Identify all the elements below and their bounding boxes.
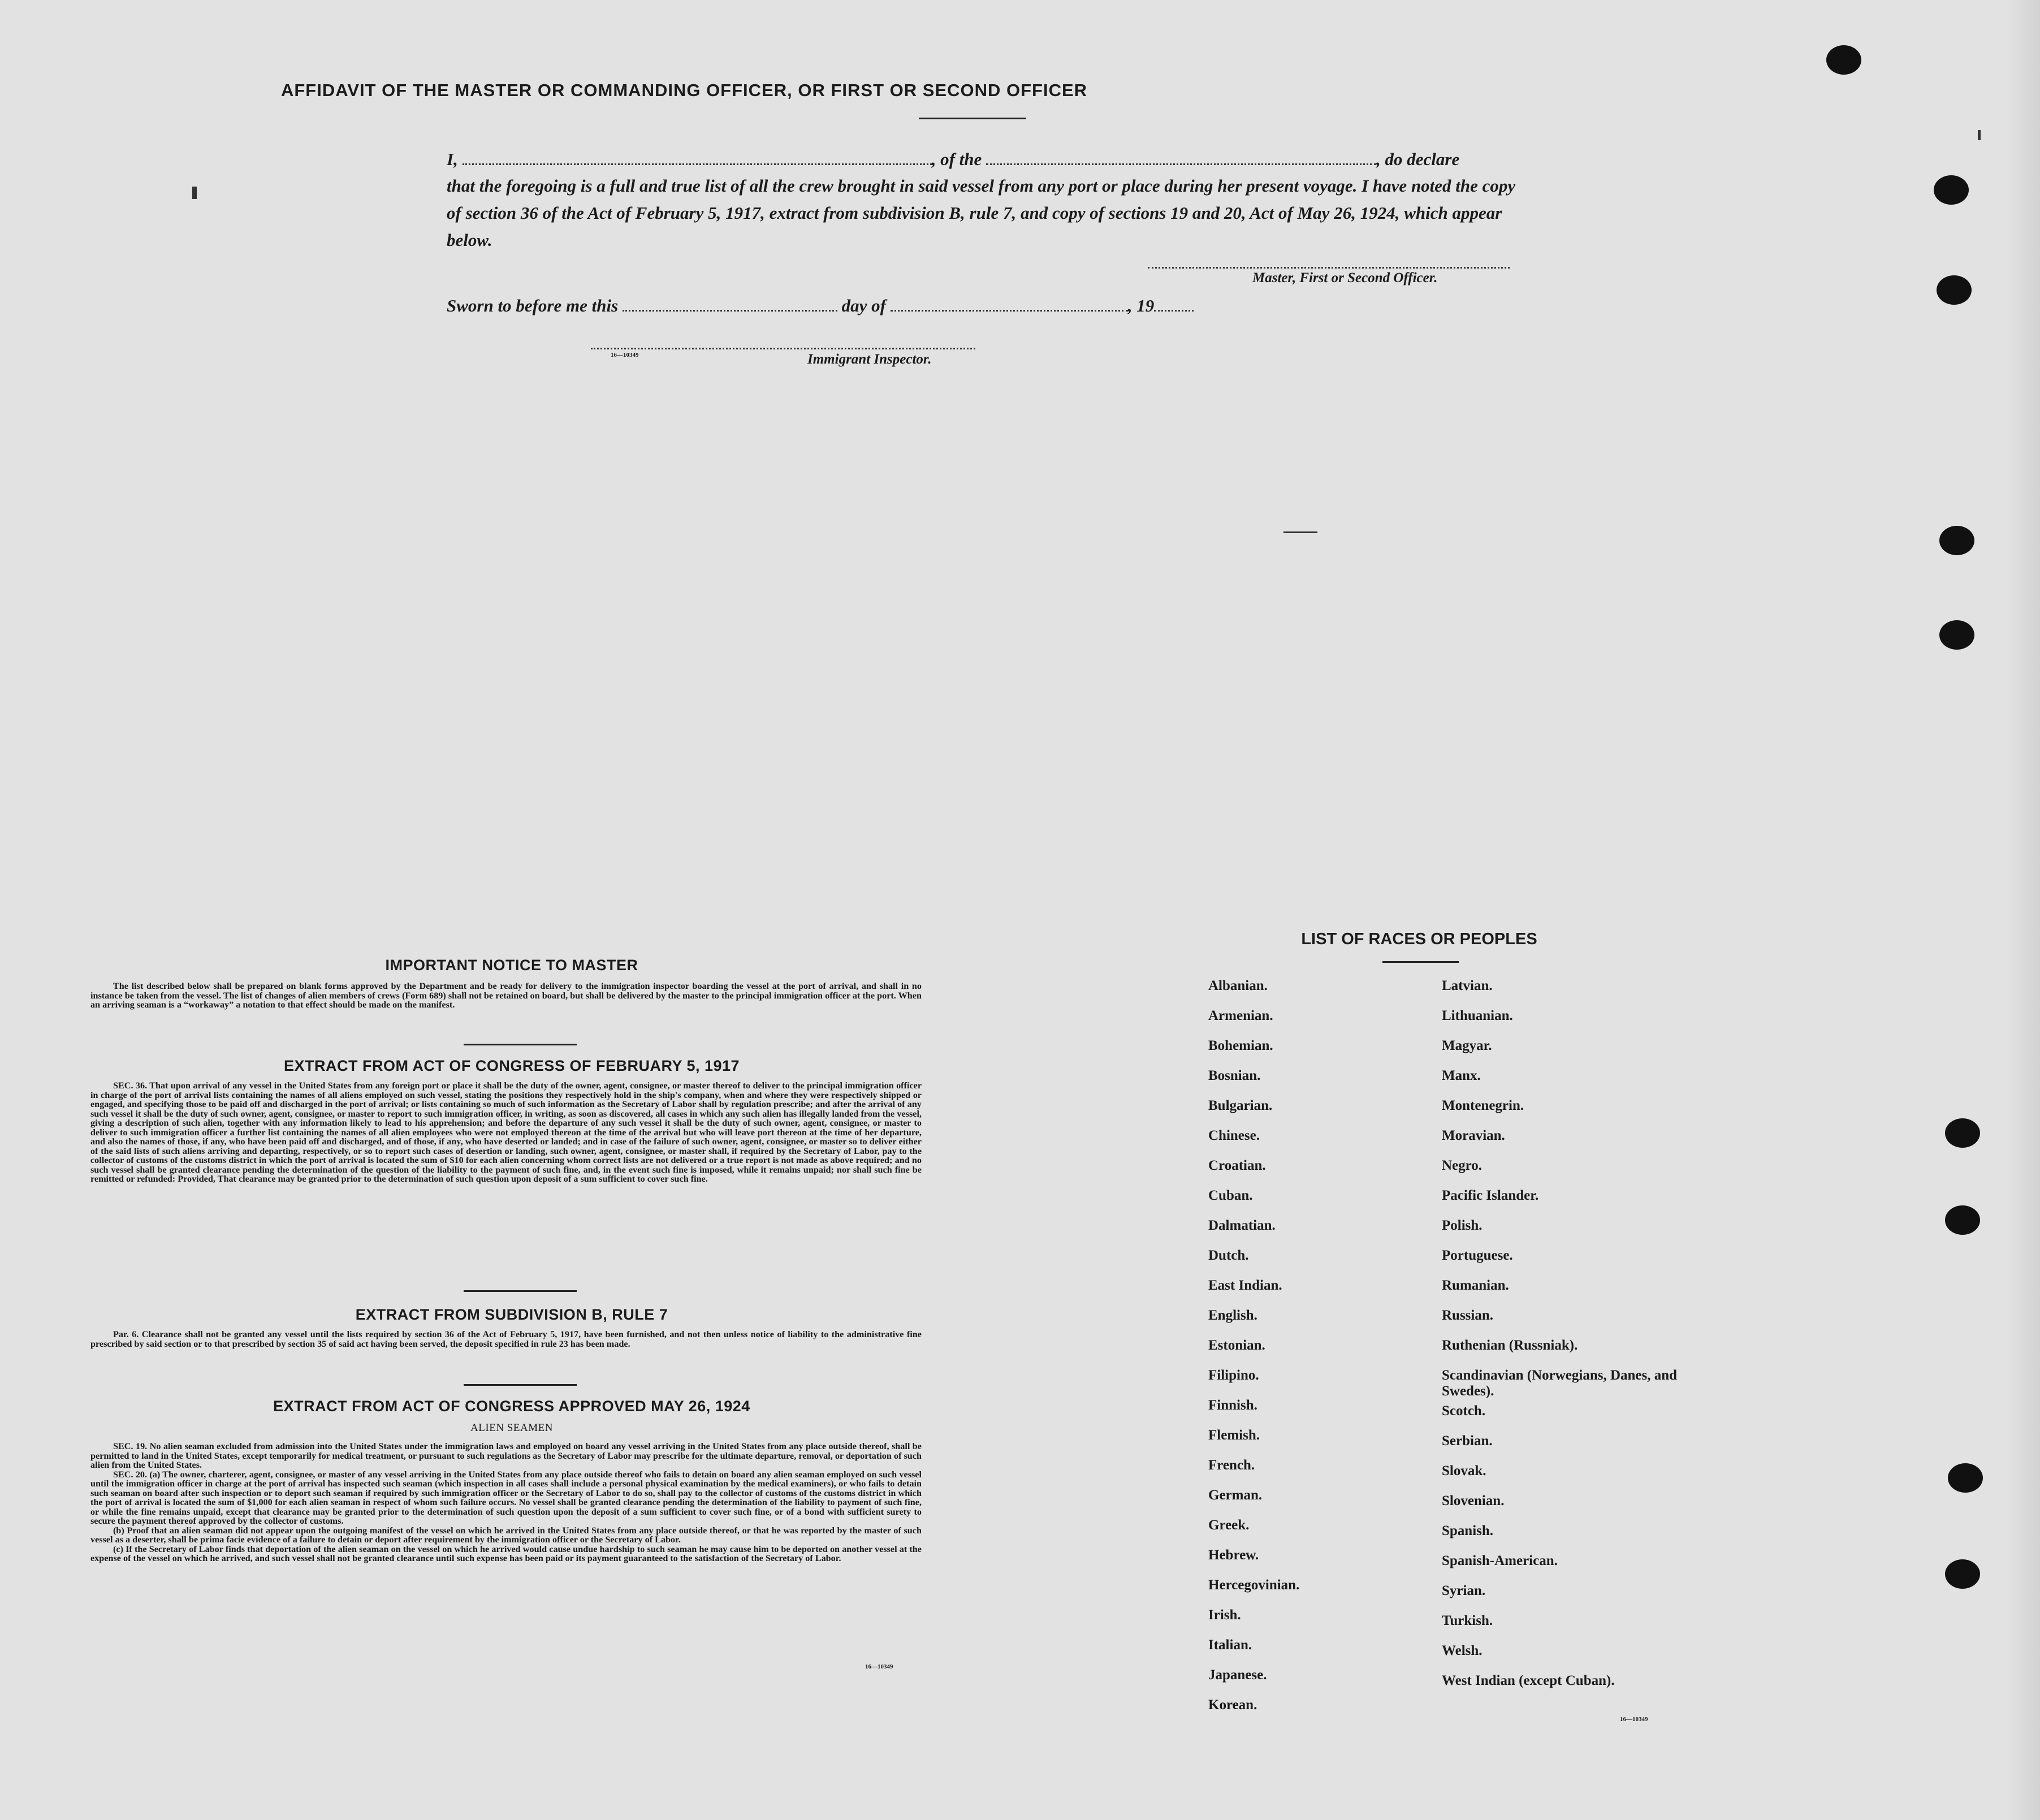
form-number: 16—10349 (1620, 1716, 1648, 1723)
race-item: Italian. (1208, 1637, 1252, 1653)
divider (464, 1384, 577, 1386)
section-19-paragraph: SEC. 19. No alien seaman excluded from admission into the United States under the immigration laws and employed on board any vessel arriving in the United States from any place outside thereof, shall be permitted to land in the United States, except temporarily for medical treatment, or pursuant to such regulations as the Secretary of Labor may prescribe for the ultimate departure, removal, or deportation of such alien from the United States. (90, 1441, 922, 1470)
race-item: Manx. (1442, 1068, 1481, 1083)
section-20a-paragraph: SEC. 20. (a) The owner, charterer, agent, consignee, or master of any vessel arriving in the United States from any place outside thereof who fails to detain on board any alien seaman employed on such vessel until the immigration officer in charge at the port of arrival has inspected such seaman (which inspection in all cases shall include a personal physical examination by the medical examiners), or who fails to detain such seaman on board after such inspection or to deport such seaman if required by such immigration officer or the Secretary of Labor to do so, shall pay to the collector of customs of the customs district in which the port of arrival is located the sum of $1,000 for each alien seaman in respect of whom such failure occurs. No vessel shall be granted clearance pending the determination of the liability to payment of such fine, or while the fine remains unpaid, except that clearance may be granted prior to the determination of such question upon the deposit of a sum sufficient to cover such fine, or of a bond with sufficient surety to secure the payment thereof approved by the collector of customs. (90, 1469, 922, 1526)
inspector-signature-label: Immigrant Inspector. (807, 352, 932, 367)
extract-rule7-text (90, 1330, 922, 1348)
extract-1924-text (90, 1442, 922, 1563)
vessel-blank[interactable] (986, 163, 1376, 165)
race-item: Scotch. (1442, 1403, 1486, 1419)
film-edge (2006, 0, 2040, 1820)
race-item: Irish. (1208, 1607, 1241, 1623)
race-item: Flemish. (1208, 1428, 1260, 1443)
race-item: Spanish. (1442, 1523, 1494, 1538)
form-number: 16—10349 (865, 1663, 893, 1670)
punch-hole (1826, 45, 1861, 75)
race-item: Negro. (1442, 1158, 1483, 1173)
master-signature-line (1148, 267, 1510, 269)
extract-1924-title: EXTRACT FROM ACT OF CONGRESS APPROVED MAY 26, 1924 (273, 1398, 750, 1415)
name-blank[interactable] (463, 163, 932, 165)
punch-hole (1945, 1559, 1980, 1589)
race-item: Korean. (1208, 1697, 1257, 1713)
race-item: Slovenian. (1442, 1493, 1505, 1508)
punch-hole (1937, 275, 1972, 305)
divider (464, 1044, 577, 1045)
affidavit-body: that the foregoing is a full and true list of all the crew brought in said vessel from any port or place during her present voyage. I have noted the copy of section 36 of the Act of February 5, 1917, extract from subdivision B, rule 7, and copy of sections 19 and 20, Act of May 26, 1924, which appear below. (447, 176, 1516, 250)
race-item: Bohemian. (1208, 1038, 1273, 1053)
notice-title: IMPORTANT NOTICE TO MASTER (385, 957, 638, 974)
races-title-underline (1382, 961, 1459, 963)
race-item: French. (1208, 1458, 1255, 1473)
sworn-day-blank[interactable] (623, 310, 837, 312)
section-20c-paragraph: (c) If the Secretary of Labor finds that deportation of the alien seaman on the vessel on which he arrived would cause undue hardship to such seaman he may cause him to be deported on another vessel at the expense of the vessel on which he arrived, and such vessel shall not be granted clearance until such expense has been paid or its payment guaranteed to the satisfaction of the Secretary of Labor. (90, 1544, 922, 1563)
races-title: LIST OF RACES OR PEOPLES (1301, 930, 1537, 948)
speck (1978, 130, 1981, 140)
race-item: Portuguese. (1442, 1248, 1513, 1263)
race-item: Russian. (1442, 1308, 1494, 1323)
race-item: Bulgarian. (1208, 1098, 1273, 1113)
race-item: Moravian. (1442, 1128, 1505, 1143)
race-item: Pacific Islander. (1442, 1188, 1539, 1203)
punch-hole (1939, 526, 1974, 555)
race-item: Scandinavian (Norwegians, Danes, and Swedes). (1442, 1368, 1678, 1399)
race-item: Cuban. (1208, 1188, 1253, 1203)
race-item: Magyar. (1442, 1038, 1492, 1053)
race-item: Lithuanian. (1442, 1008, 1513, 1023)
race-item: Bosnian. (1208, 1068, 1261, 1083)
race-item: English. (1208, 1308, 1257, 1323)
master-signature-label: Master, First or Second Officer. (1252, 270, 1438, 286)
notice-text (90, 982, 922, 1010)
section-36-paragraph: SEC. 36. That upon arrival of any vessel in the United States from any foreign port or place it shall be the duty of the owner, agent, consignee, or master thereof to deliver to the principal immigration officer in charge of the port of arrival lists containing the names of all aliens employed on such vessel, stating the positions they respectively hold in the ship's company, when and where they were respectively shipped or engaged, and specifying those to be paid off and discharged in the port of arrival; or lists containing so much of such information as the Secretary of Labor shall by regulation prescribe; and after the arrival of any such vessel it shall be the duty of such owner, agent, consignee, or master to report to such immigration officer, in writing, as soon as discovered, all cases in which any such alien has illegally landed from the vessel, giving a description of such alien, together with any information likely to lead to his apprehension; and before the departure of any such vessel it shall be the duty of such owner, agent, consignee, or master to deliver to such immigration officer a further list containing the names of all alien employees who were not employed thereon at the time of the arrival but who will leave port thereon at the time of her departure, and also the names of those, if any, who have been paid off and discharged, and of those, if any, who have deserted or landed; and in case of the failure of such owner, agent, consignee, or master so to deliver either of the said lists of such aliens arriving and departing, respectively, or so to report such cases of desertion or landing, such owner, agent, consignee, or master shall, if required by the Secretary of Labor, pay to the collector of customs of the customs district in which the port of arrival is located the sum of $10 for each alien concerning whom correct lists are not delivered or a true report is not made as above required; and no such vessel shall be granted clearance pending the determination of the question of the liability to the payment of such fine, and, in the event such fine is imposed, while it remains unpaid; nor shall such fine be remitted or refunded: Provided, That clearance may be granted prior to the determination of such question upon deposit of a sum sufficient to cover such fine. (90, 1080, 922, 1184)
race-item: Latvian. (1442, 978, 1493, 993)
divider (464, 1290, 577, 1292)
race-item: Hebrew. (1208, 1547, 1259, 1563)
affidavit-title: AFFIDAVIT OF THE MASTER OR COMMANDING OFFICER, OR FIRST OR SECOND OFFICER (280, 80, 1088, 100)
punch-hole (1945, 1118, 1980, 1148)
extract-rule7-title: EXTRACT FROM SUBDIVISION B, RULE 7 (355, 1306, 668, 1323)
race-item: Syrian. (1442, 1583, 1486, 1598)
race-item: Serbian. (1442, 1433, 1493, 1449)
day-of-label: day of (841, 296, 886, 315)
i-label: I, (447, 149, 458, 169)
sworn-month-blank[interactable] (891, 310, 1128, 312)
race-item: Rumanian. (1442, 1278, 1509, 1293)
par-6-paragraph: Par. 6. Clearance shall not be granted any vessel until the lists required by section 36 of the Act of February 5, 1917, have been furnished, and not then unless notice of liability to the administrative fine prescribed by said section or to that prescribed by section 35 of said act having been served, the deposit specified in rule 23 has been made. (90, 1329, 922, 1349)
affidavit-line1 (447, 146, 1532, 173)
race-item: Hercegovinian. (1208, 1577, 1300, 1593)
inspector-signature-line (591, 348, 975, 349)
race-item: Greek. (1208, 1518, 1250, 1533)
extract-1917-title: EXTRACT FROM ACT OF CONGRESS OF FEBRUARY 5, 1917 (283, 1057, 740, 1074)
race-item: Spanish-American. (1442, 1553, 1558, 1568)
do-declare-label: , do declare (1376, 149, 1460, 169)
race-item: Estonian. (1208, 1338, 1265, 1353)
race-item: East Indian. (1208, 1278, 1282, 1293)
race-item: German. (1208, 1488, 1263, 1503)
race-item: Albanian. (1208, 978, 1268, 993)
year-label: , 19 (1127, 296, 1155, 315)
race-item: Chinese. (1208, 1128, 1260, 1143)
race-item: Japanese. (1208, 1667, 1267, 1683)
alien-seamen-subtitle: ALIEN SEAMEN (470, 1422, 553, 1434)
of-the-label: , of the (931, 149, 982, 169)
punch-hole (1934, 175, 1969, 205)
punch-hole (1939, 620, 1974, 650)
race-item: Filipino. (1208, 1368, 1259, 1383)
race-item: Ruthenian (Russniak). (1442, 1338, 1578, 1353)
race-item: Turkish. (1442, 1613, 1493, 1628)
race-item: Armenian. (1208, 1008, 1273, 1023)
form-number: 16—10349 (611, 352, 639, 358)
race-item: Slovak. (1442, 1463, 1486, 1479)
year-blank[interactable] (1154, 310, 1194, 312)
notice-paragraph: The list described below shall be prepared on blank forms approved by the Department and be ready for delivery to the immigration inspector boarding the vessel at the port of arrival, and shall in no instance be taken from the vessel. The list of changes of alien members of crews (Form 689) shall not be retained on board, but shall be delivered by the master to the principal immigration officer at the port. When an arriving seaman is a “workaway” a notation to that effect should be made on the manifest. (90, 981, 922, 1010)
race-item: Montenegrin. (1442, 1098, 1524, 1113)
race-item: Croatian. (1208, 1158, 1266, 1173)
race-item: Polish. (1442, 1218, 1483, 1233)
race-item: West Indian (except Cuban). (1442, 1673, 1615, 1688)
sworn-line (447, 292, 1532, 319)
speck (1283, 531, 1317, 533)
punch-hole (1948, 1463, 1983, 1493)
title-underline (919, 118, 1026, 119)
speck (192, 187, 197, 199)
section-20b-paragraph: (b) Proof that an alien seaman did not appear upon the outgoing manifest of the vessel on which he arrived in the United States from any place outside thereof, or that he was reported by the master of such vessel as a deserter, shall be prima facie evidence of a failure to detain or deport after requirement by the immigration officer or the Secretary of Labor. (90, 1525, 922, 1545)
race-item: Dutch. (1208, 1248, 1249, 1263)
punch-hole (1945, 1205, 1980, 1235)
extract-1917-text (90, 1081, 922, 1184)
sworn-label: Sworn to before me this (447, 296, 619, 315)
race-item: Finnish. (1208, 1398, 1257, 1413)
race-item: Welsh. (1442, 1643, 1483, 1658)
race-item: Dalmatian. (1208, 1218, 1276, 1233)
